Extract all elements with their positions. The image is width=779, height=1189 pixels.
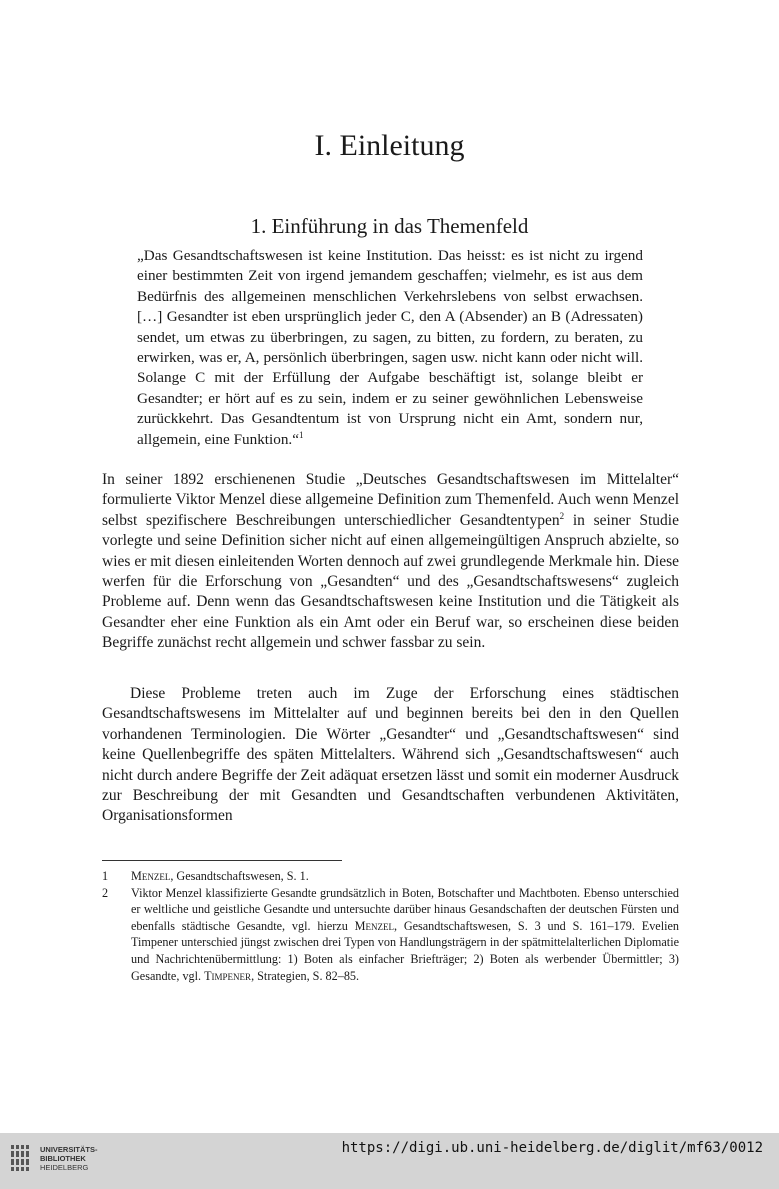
footnote-text-c: , Strategien, S. 82–85. [251,968,360,983]
footnote-number: 2 [102,885,109,900]
source-url[interactable]: https://digi.ub.uni-heidelberg.de/diglit/mf63/0012 [341,1140,763,1156]
logo-line-2: BIBLIOTHEK [40,1153,86,1163]
paragraph-1-text-a: In seiner 1892 erschienenen Studie „Deutsches Gesandtschaftswesen im Mittelalter“ formulierte Viktor Menzel diese allgemeine Definition zum Themenfeld. Auch wenn Menzel selbst spezifischere Beschreibungen unterschiedlicher Gesandtentypen [102,471,679,529]
footnote-divider [102,860,342,861]
library-logo[interactable] [10,1143,98,1173]
footnote-text [131,885,679,985]
block-quote [137,246,643,450]
logo-line-1: UNIVERSITÄTS- [40,1144,98,1154]
footnote-author: Timpener [204,968,252,983]
footnote-ref-2[interactable]: 2 [559,510,565,521]
footnote-text-b: , Gesandtschaftswesen, S. 3 und S. 161–179. Evelien Timpener unterschied jüngst zwischen drei Typen von Handlungsträgern in der spätmittelalterlichen Diplomatie und Nachrichtenübermittlung: 1) Boten als einfacher Briefträger; 2) Boten als werbender Übermittler; 3) Gesandte, vgl. [131,918,679,983]
logo-line-3: HEIDELBERG [40,1162,89,1172]
library-logo-icon [10,1143,34,1173]
footer-bar [0,1133,779,1189]
paragraph-2 [102,684,679,827]
library-logo-text [40,1145,98,1172]
footnote-1 [102,868,679,885]
footnote-number: 1 [102,869,109,883]
footnotes [102,868,679,984]
footnote-ref-1[interactable]: 1 [298,429,304,440]
footnote-text [131,868,679,885]
footnote-author: Menzel [354,918,394,933]
footnote-2 [102,885,679,985]
footnote-citation: , Gesandtschaftswesen, S. 1. [170,869,309,883]
footnote-author: Menzel [131,869,171,883]
paragraph-2-text: Diese Probleme treten auch im Zuge der Erforschung eines städtischen Gesandtschaftswesens im Mittelalter auf und beginnen bereits bei den in den Quellen vorhandenen Terminologien. Die Wörter „Gesandter“ und „Gesandtschaftswesen“ sind keine Quellenbegriffe des späten Mittelalters. Während sich „Gesandtschaftswesen“ auch nicht durch andere Begriffe der Zeit adäquat ersetzen lässt und somit ein moderner Ausdruck zur Beschreibung der mit Gesandten und Gesandtschaften verbundenen Aktivitäten, Organisationsformen [102,685,679,825]
section-title: 1. Einführung in das Themenfeld [250,214,529,238]
footnote-text-a: Viktor Menzel klassifizierte Gesandte grundsätzlich in Boten, Botschafter und Machtboten. Ebenso unterschied er weltliche und geistliche Gesandte und untersuchte darüber hinaus Gesandschaften der deutschen Fürsten und ebenfalls städtische Gesandte, vgl. hierzu [131,885,679,933]
paragraph-1 [102,470,679,654]
chapter-title: I. Einleitung [314,129,465,162]
paragraph-1-text-b: in seiner Studie vorlegte und seine Definition sicher nicht auf einen allgemeingültigen Anspruch abzielte, so wies er mit diesen einleitenden Worten dennoch auf zwei grundlegende Merkmale hin. Diese werfen für die Erforschung von „Gesandten“ und des „Gesandtschaftswesens“ zugleich Probleme auf. Denn wenn das Gesandtschaftswesen keine Institution und die Tätigkeit als Gesandter eher eine Funktion als ein Amt oder ein Beruf war, so erscheinen diese beiden Begriffe zunächst recht allgemein und schwer fassbar zu sein. [102,511,679,652]
quote-text: „Das Gesandtschaftswesen ist keine Institution. Das heisst: es ist nicht zu irgend einer bestimmten Zeit von irgend jemandem geschaffen; vielmehr, es ist aus dem Bedürfnis des allgemeinen menschlichen Verkehrslebens von selbst erwachsen. […] Gesandter ist eben ursprünglich jeder C, den A (Absender) an B (Adressaten) sendet, um etwas zu überbringen, zu sagen, zu bitten, zu fordern, zu beraten, zu erwirken, was er, A, persönlich überbringen, sagen usw. nicht kann oder nicht will. Solange C mit der Erfüllung der Aufgabe beschäftigt ist, solange bleibt er Gesandter; er hört auf es zu sein, indem er zu seiner gewöhnlichen Lebensweise zurückkehrt. Das Gesandtentum ist von Ursprung nicht ein Amt, sondern nur, allgemein, eine Funktion.“ [137,247,643,448]
